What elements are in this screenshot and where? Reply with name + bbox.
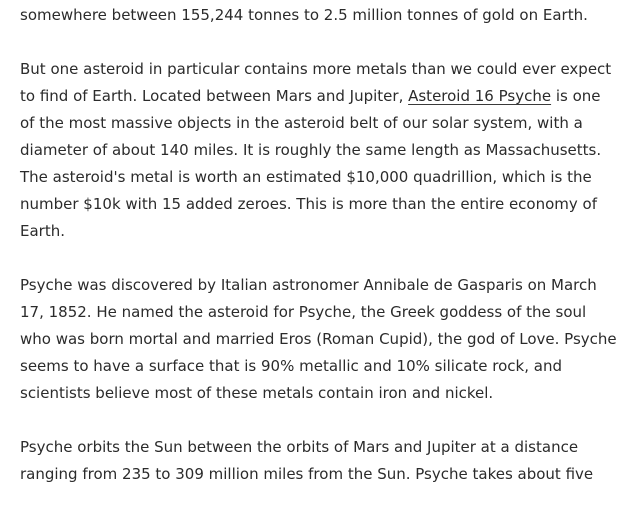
paragraph-line: Earth. <box>20 222 65 240</box>
asteroid-16-psyche-link[interactable]: Asteroid 16 Psyche <box>408 87 552 105</box>
paragraph-text: to find of Earth. Located between Mars and Jupiter, <box>20 87 409 105</box>
paragraph-4 <box>20 434 625 488</box>
paragraph-spacer <box>20 245 625 272</box>
paragraph-line: diameter of about 140 miles. It is roughly the same length as Massachusetts. <box>20 141 602 159</box>
paragraph-line: ranging from 235 to 309 million miles from the Sun. Psyche takes about five <box>20 465 594 483</box>
paragraph-line: seems to have a surface that is 90% metallic and 10% silicate rock, and <box>20 357 562 375</box>
article-body <box>20 0 625 488</box>
paragraph-spacer <box>20 29 625 56</box>
paragraph-line: But one asteroid in particular contains more metals than we could ever expect <box>20 60 612 78</box>
paragraph-2 <box>20 56 625 245</box>
paragraph-line: number $10k with 15 added zeroes. This is more than the entire economy of <box>20 195 597 213</box>
paragraph-line: of the most massive objects in the asteroid belt of our solar system, with a <box>20 114 583 132</box>
paragraph-line: who was born mortal and married Eros (Roman Cupid), the god of Love. Psyche <box>20 330 617 348</box>
paragraph-line: Psyche orbits the Sun between the orbits of Mars and Jupiter at a distance <box>20 438 579 456</box>
paragraph-line: The asteroid's metal is worth an estimated $10,000 quadrillion, which is the <box>20 168 592 186</box>
paragraph-line: scientists believe most of these metals contain iron and nickel. <box>20 384 494 402</box>
paragraph-line: Psyche was discovered by Italian astronomer Annibale de Gasparis on March <box>20 276 597 294</box>
paragraph-text: is one <box>551 87 601 105</box>
paragraph-3 <box>20 272 625 407</box>
paragraph-line: 17, 1852. He named the asteroid for Psyche, the Greek goddess of the soul <box>20 303 587 321</box>
paragraph-spacer <box>20 407 625 434</box>
paragraph-line: somewhere between 155,244 tonnes to 2.5 million tonnes of gold on Earth. <box>20 6 588 24</box>
paragraph-line-with-link <box>20 83 625 110</box>
paragraph-1 <box>20 2 625 29</box>
